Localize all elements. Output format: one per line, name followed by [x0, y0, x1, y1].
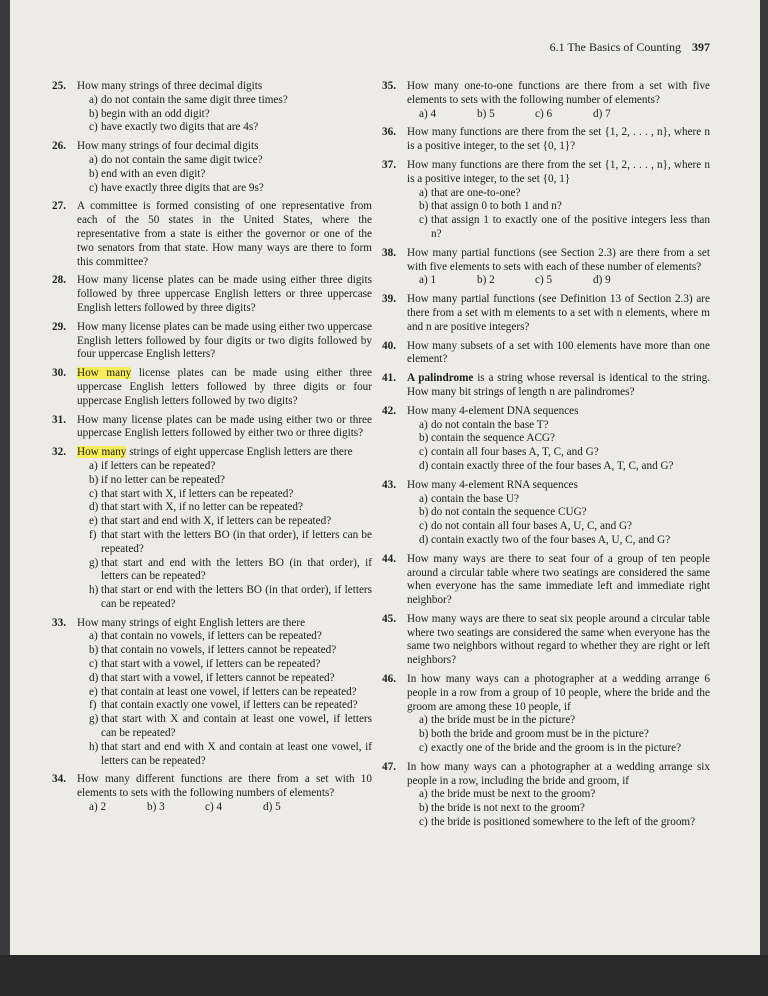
highlighted-text: How many [77, 367, 132, 380]
option-text: the bride must be next to the groom? [431, 788, 596, 801]
option-text: that contain no vowels, if letters cannot be repeated? [101, 644, 337, 657]
exercise-text-body: How many subsets of a set with 100 elements have more than one element? [407, 339, 710, 366]
exercise-text [77, 140, 372, 154]
exercise-option [89, 460, 372, 474]
exercise-number: 27. [52, 200, 66, 213]
exercise-text-body: How many strings of four decimal digits [77, 140, 259, 153]
section-title: 6.1 The Basics of Counting [549, 40, 681, 54]
option-text: if no letter can be repeated? [101, 473, 225, 486]
exercise-number: 31. [52, 413, 66, 426]
exercise-text [407, 479, 710, 493]
exercise-option [419, 742, 710, 756]
textbook-page [10, 0, 760, 955]
inline-option: c) 5 [535, 274, 553, 287]
option-label: a) [419, 714, 428, 727]
exercise-text-body: In how many ways can a photographer at a wedding arrange 6 people in a row from a group of 10 people, where the bride and the groom are among these 10 people, if [407, 673, 710, 713]
exercise-text [77, 617, 372, 631]
option-label: a) [419, 418, 428, 431]
option-label: a) [419, 788, 428, 801]
option-text: that contain at least one vowel, if letters can be repeated? [101, 685, 357, 698]
exercise-text-body: How many one-to-one functions are there from a set with five elements to sets with the following number of elements? [407, 80, 710, 106]
option-text: that assign 1 to exactly one of the positive integers less than n? [431, 214, 710, 240]
option-text: exactly one of the bride and the groom is in the picture? [431, 742, 682, 755]
exercise [382, 673, 710, 756]
option-text: that start with X, if letters can be repeated? [101, 487, 294, 500]
exercise-text-body: How many license plates can be made using either two or three uppercase English letters followed by either two or three digits? [77, 413, 372, 440]
exercise-text [77, 367, 372, 408]
page-number: 397 [692, 40, 710, 54]
option-text: that start and end with the letters BO (in that order), if letters can be repeated? [101, 556, 372, 583]
exercise-option [89, 658, 372, 672]
exercise-options [77, 630, 372, 768]
exercise-number: 40. [382, 339, 396, 352]
exercise-number: 34. [52, 773, 66, 786]
exercise-number: 45. [382, 612, 396, 625]
exercise-option [419, 506, 710, 520]
option-label: d) [419, 459, 429, 472]
option-label: g) [89, 713, 99, 726]
option-text: that assign 0 to both 1 and n? [431, 200, 562, 213]
exercise-text-body: How many 4-element RNA sequences [407, 478, 578, 491]
exercise-option [89, 168, 372, 182]
exercise-number: 42. [382, 404, 396, 417]
exercise-number: 30. [52, 367, 66, 380]
exercise-text-body: How many strings of three decimal digits [77, 80, 263, 92]
exercise-text-body: In how many ways can a photographer at a wedding arrange six people in a row, including the bride and groom, if [407, 760, 710, 787]
exercise-option [419, 728, 710, 742]
exercise [382, 405, 710, 474]
option-text: that start with the letters BO (in that order), if letters can be repeated? [101, 528, 372, 555]
option-text: that start with X and contain at least one vowel, if letters can be repeated? [101, 713, 372, 740]
exercise-text [407, 613, 710, 668]
exercise-option [419, 520, 710, 534]
exercise-number: 39. [382, 293, 396, 306]
option-text: do not contain the sequence CUG? [431, 506, 587, 519]
page-header [550, 40, 710, 55]
exercise-option [419, 214, 710, 242]
right-column [382, 80, 710, 835]
option-text: contain exactly two of the four bases A, U, C, and G? [431, 533, 671, 546]
exercise-options [77, 460, 372, 612]
exercise-number: 32. [52, 446, 66, 459]
option-text: both the bride and groom must be in the picture? [431, 728, 649, 741]
exercise-text [407, 673, 710, 714]
exercise-options [77, 154, 372, 195]
exercise-text [77, 446, 372, 460]
exercise-number: 36. [382, 126, 396, 139]
inline-option: a) 4 [419, 107, 437, 120]
exercise-text [77, 200, 372, 269]
exercise [52, 773, 372, 814]
option-text: contain the base U? [431, 492, 519, 505]
exercise-text [77, 414, 372, 442]
exercise [52, 140, 372, 195]
exercise-option [419, 200, 710, 214]
exercise-option [89, 644, 372, 658]
option-label: c) [419, 816, 428, 829]
option-label: b) [89, 107, 99, 120]
option-label: a) [89, 153, 98, 166]
option-label: d) [89, 671, 99, 684]
exercise-option [89, 121, 372, 135]
option-label: f) [89, 528, 97, 541]
option-label: b) [419, 432, 429, 445]
exercise-text [407, 372, 710, 400]
exercise-text [77, 80, 372, 94]
option-text: that start with a vowel, if letters cannot be repeated? [101, 671, 335, 684]
option-text: the bride must be in the picture? [431, 714, 576, 727]
exercise-option [89, 713, 372, 741]
exercise [52, 321, 372, 362]
exercise-options [77, 94, 372, 135]
exercise-number: 41. [382, 372, 396, 385]
option-label: a) [419, 492, 428, 505]
inline-option: d) 9 [593, 274, 611, 287]
exercise-option [419, 187, 710, 201]
option-label: e) [89, 515, 98, 528]
exercise-options [407, 419, 710, 474]
exercise-option [89, 699, 372, 713]
exercise-text-body: license plates can be made using either three uppercase English letters followed by three digits or four uppercase English letters followed by two digits? [77, 367, 372, 407]
exercise-option [89, 501, 372, 515]
inline-option: c) 4 [205, 801, 223, 814]
inline-option: b) 5 [477, 107, 495, 120]
exercise-text-body: How many license plates can be made using either three digits followed by three uppercase English letters or three uppercase English letters followed by three digits? [77, 274, 372, 314]
exercise [52, 200, 372, 269]
option-text: that are one-to-one? [431, 186, 521, 199]
exercise-text-body: How many ways are there to seat six people around a circular table where two seatings are considered the same when everyone has the same two neighbors without regard to whether they are right or left neighbors? [407, 612, 710, 667]
exercise-text-body: is a string whose reversal is identical to the string. How many bit strings of length n are palindromes? [407, 372, 710, 398]
exercise-option [419, 534, 710, 548]
option-text: do not contain the same digit twice? [101, 153, 263, 166]
option-label: b) [419, 200, 429, 213]
left-column [52, 80, 372, 820]
exercise-text [407, 553, 710, 608]
exercise-number: 43. [382, 478, 396, 491]
option-label: b) [89, 644, 99, 657]
exercise-text [407, 159, 710, 187]
exercise [382, 372, 710, 400]
option-text: have exactly three digits that are 9s? [101, 181, 264, 194]
exercise-number: 25. [52, 80, 66, 92]
option-text: the bride is positioned somewhere to the left of the groom? [431, 816, 696, 829]
inline-option: b) 2 [477, 274, 495, 287]
option-text: do not contain the base T? [431, 418, 549, 431]
option-label: b) [419, 728, 429, 741]
exercise [52, 414, 372, 442]
option-label: c) [89, 658, 98, 671]
option-text: that contain exactly one vowel, if letters can be repeated? [101, 699, 358, 712]
exercise-option [419, 460, 710, 474]
exercise-text-body: How many partial functions (see Section 2.3) are there from a set with five elements to sets with each of these number of elements? [407, 246, 710, 273]
highlighted-text: How many [77, 446, 127, 459]
option-label: c) [419, 446, 428, 459]
exercise-text-body: How many strings of eight English letters are there [77, 616, 306, 629]
exercise-text-body: How many license plates can be made using either two uppercase English letters followed by four digits or two digits followed by four uppercase English letters? [77, 320, 372, 361]
exercise [382, 159, 710, 242]
option-text: have exactly two digits that are 4s? [101, 121, 259, 134]
exercise [382, 613, 710, 668]
exercise-option [89, 529, 372, 557]
exercise [52, 274, 372, 315]
option-text: do not contain all four bases A, U, C, and G? [431, 520, 633, 533]
exercise-number: 38. [382, 246, 396, 259]
exercise-text [407, 761, 710, 789]
option-label: c) [419, 214, 428, 227]
exercise-text-body: How many different functions are there from a set with 10 elements to sets with the following numbers of elements? [77, 773, 372, 800]
exercise-option [89, 515, 372, 529]
exercise-option [419, 432, 710, 446]
exercise-number: 26. [52, 140, 66, 153]
exercise-option [89, 630, 372, 644]
option-text: contain the sequence ACG? [431, 432, 555, 445]
option-text: end with an even digit? [101, 167, 206, 180]
exercise-text [77, 773, 372, 801]
option-label: b) [89, 167, 99, 180]
exercise-option [419, 788, 710, 802]
option-text: that start with X, if no letter can be repeated? [101, 501, 303, 514]
option-label: d) [89, 501, 99, 514]
option-label: a) [419, 186, 428, 199]
exercise-number: 29. [52, 320, 66, 333]
exercise-option [89, 557, 372, 585]
option-label: c) [419, 742, 428, 755]
option-label: b) [89, 473, 99, 486]
exercise-number: 44. [382, 552, 396, 565]
exercise-options [407, 714, 710, 755]
exercise-option [89, 108, 372, 122]
option-label: a) [89, 630, 98, 643]
exercise-options [407, 788, 710, 829]
option-label: f) [89, 699, 97, 712]
exercise [382, 80, 710, 121]
exercise-option [419, 816, 710, 830]
option-text: that contain no vowels, if letters can be repeated? [101, 630, 322, 643]
exercise [382, 293, 710, 334]
option-label: g) [89, 556, 99, 569]
exercise-option [89, 686, 372, 700]
exercise-option [89, 488, 372, 502]
exercise-option [89, 474, 372, 488]
option-label: h) [89, 584, 99, 597]
option-text: if letters can be repeated? [101, 459, 216, 472]
exercise-text-body: A committee is formed consisting of one representative from each of the 50 states in the United States, where the representative from a state is either the governor or one of the two senators from that state. How many ways are there to form this committee? [77, 200, 372, 268]
inline-option: d) 7 [593, 107, 611, 120]
exercise-text-body: How many ways are there to seat four of a group of ten people around a circular table where two seatings are considered the same when everyone has the same immediate left and immediate right neighbor? [407, 552, 710, 607]
scan-background [0, 955, 768, 996]
exercise-text [407, 80, 710, 108]
exercise-option [89, 182, 372, 196]
exercise [382, 761, 710, 830]
exercise-text [407, 340, 710, 368]
exercise [52, 617, 372, 769]
option-label: c) [89, 121, 98, 134]
exercise-text-body: How many 4-element DNA sequences [407, 404, 579, 417]
option-text: that start and end with X, if letters can be repeated? [101, 515, 332, 528]
exercise-number: 46. [382, 673, 396, 686]
inline-option: a) 1 [419, 274, 437, 287]
exercise-options [407, 187, 710, 242]
exercise-option [419, 714, 710, 728]
exercise-option [89, 741, 372, 769]
exercise-option [89, 154, 372, 168]
exercise-number: 28. [52, 274, 66, 287]
inline-option: a) 2 [89, 801, 107, 814]
exercise-number: 33. [52, 616, 66, 629]
option-label: a) [89, 93, 98, 106]
option-text: the bride is not next to the groom? [431, 802, 585, 815]
option-text: begin with an odd digit? [101, 107, 210, 120]
inline-option: c) 6 [535, 107, 553, 120]
option-label: c) [89, 487, 98, 500]
exercise-text [407, 405, 710, 419]
exercise-inline-options [407, 274, 710, 288]
exercise-option [89, 672, 372, 686]
option-label: c) [419, 520, 428, 533]
exercise-option [89, 94, 372, 108]
exercise [382, 126, 710, 154]
exercise-text [407, 126, 710, 154]
option-label: a) [89, 459, 98, 472]
term-bold: A palindrome [407, 372, 474, 385]
exercise-text-body: How many functions are there from the set {1, 2, . . . , n}, where n is a positive integer, to the set {0, 1} [407, 158, 710, 185]
option-label: d) [419, 533, 429, 546]
exercise-inline-options [407, 108, 710, 122]
inline-option: b) 3 [147, 801, 165, 814]
option-label: b) [419, 506, 429, 519]
exercise [382, 247, 710, 288]
exercise-inline-options [77, 801, 372, 815]
option-text: contain all four bases A, T, C, and G? [431, 446, 599, 459]
exercise [52, 80, 372, 135]
exercise-number: 37. [382, 158, 396, 171]
option-text: do not contain the same digit three times? [101, 93, 288, 106]
exercise-option [419, 802, 710, 816]
exercise-text-body: How many functions are there from the set {1, 2, . . . , n}, where n is a positive integer, to the set {0, 1}? [407, 126, 710, 153]
exercise-number: 47. [382, 760, 396, 773]
option-label: h) [89, 740, 99, 753]
option-label: e) [89, 685, 98, 698]
exercise-text [407, 293, 710, 334]
exercise [52, 367, 372, 408]
exercise [382, 340, 710, 368]
option-text: that start or end with the letters BO (in that order), if letters can be repeated? [101, 584, 372, 610]
exercise [52, 446, 372, 612]
exercise-text [407, 247, 710, 275]
exercise [382, 553, 710, 608]
option-text: that start with a vowel, if letters can be repeated? [101, 658, 321, 671]
exercise-text-body: strings of eight uppercase English letters are there [126, 446, 353, 459]
exercise-option [89, 584, 372, 612]
inline-option: d) 5 [263, 801, 281, 814]
exercise-options [407, 493, 710, 548]
exercise-number: 35. [382, 80, 396, 92]
option-label: c) [89, 181, 98, 194]
exercise-option [419, 493, 710, 507]
option-text: contain exactly three of the four bases A, T, C, and G? [431, 459, 674, 472]
exercise-option [419, 446, 710, 460]
exercise [382, 479, 710, 548]
exercise-option [419, 419, 710, 433]
exercise-text [77, 321, 372, 362]
option-text: that start and end with X and contain at least one vowel, if letters can be repeated? [101, 740, 372, 767]
exercise-text [77, 274, 372, 315]
exercise-text-body: How many partial functions (see Definition 13 of Section 2.3) are there from a set with m elements to a set with n elements, where m and n are positive integers? [407, 293, 710, 333]
option-label: b) [419, 802, 429, 815]
